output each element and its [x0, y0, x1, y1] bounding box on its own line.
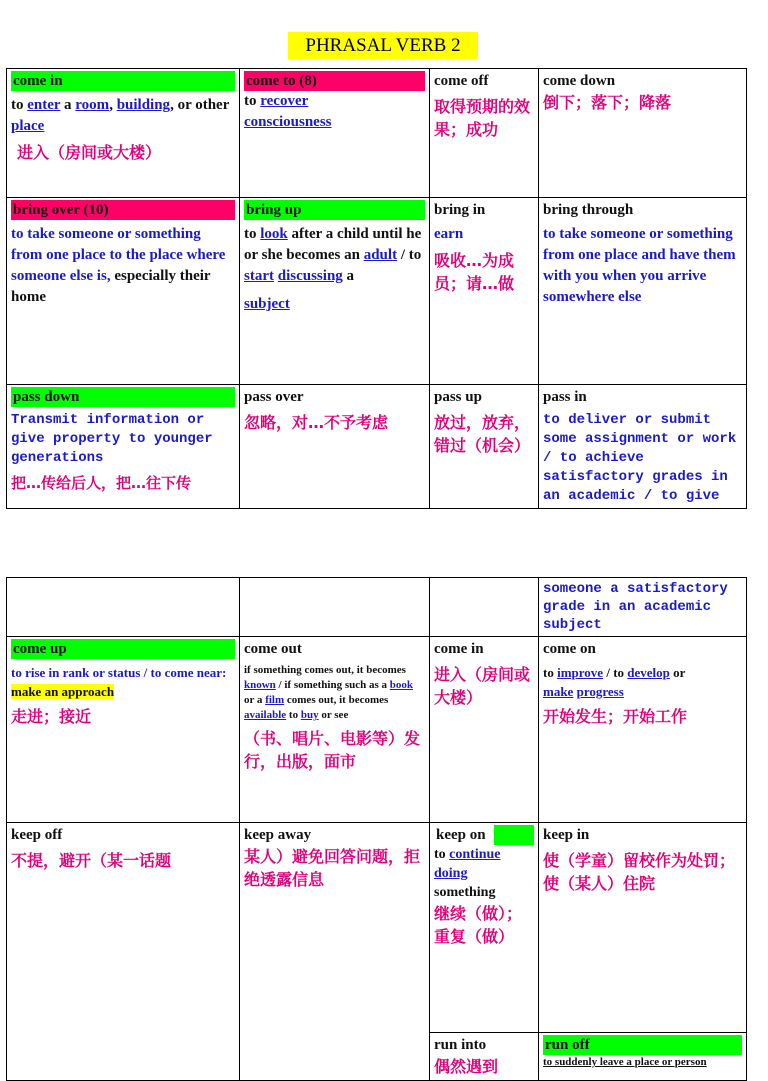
verb-heading: keep away [244, 827, 312, 843]
verb-heading: bring in [434, 202, 486, 218]
cell-come-in [7, 69, 240, 198]
chinese-meaning: 不提，避开（某一话题 [11, 851, 172, 870]
definition: to take someone or something from one place to the place where someone else is, especially their home [11, 226, 226, 305]
chinese-meaning: 进入（房间或大楼） [17, 143, 162, 162]
definition: earn [434, 226, 464, 242]
cell-come-out [240, 637, 430, 823]
link-improve[interactable]: improve [557, 665, 604, 680]
cell-come-up [7, 637, 240, 823]
cell-keep-away [240, 823, 430, 1081]
link-recover[interactable]: recover [260, 93, 309, 109]
definition: to continue doing something [434, 847, 501, 900]
verb-heading: come out [244, 641, 302, 657]
verb-heading: pass up [434, 389, 482, 405]
link-continue[interactable]: continue [449, 847, 501, 862]
link-enter[interactable]: enter [27, 97, 61, 113]
link-consciousness[interactable]: consciousness [244, 114, 332, 130]
cell-pass-in [539, 385, 747, 509]
chinese-meaning: 偶然遇到 [434, 1057, 499, 1076]
verb-heading: bring over (10) [11, 200, 235, 220]
link-develop[interactable]: develop [627, 665, 670, 680]
highlight: make an approach [11, 684, 115, 699]
chinese-meaning: 使（学童）留校作为处罚；使（某人）住院 [543, 851, 736, 893]
verb-heading: pass over [244, 389, 304, 405]
cell-keep-off [7, 823, 240, 1081]
cell-pass-up [430, 385, 539, 509]
verb-heading: come down [543, 73, 616, 89]
chinese-meaning: 倒下；落下；降落 [543, 93, 672, 112]
cell-empty-3 [430, 578, 539, 637]
chinese-meaning: （书、唱片、电影等）发行，出版，面市 [244, 729, 421, 771]
verb-heading: keep in [543, 827, 590, 843]
link-make[interactable]: make [543, 684, 574, 699]
chinese-meaning: 进入（房间或大楼） [434, 665, 531, 707]
chinese-meaning: 某人）避免回答问题，拒绝透露信息 [244, 847, 421, 889]
cell-run-off [539, 1033, 747, 1081]
cell-come-on [539, 637, 747, 823]
phrasal-verb-table-1 [6, 68, 747, 509]
definition: to enter a room, building, or other place [11, 97, 230, 134]
link-known[interactable]: known [244, 679, 276, 691]
definition: if something comes out, it becomes known / if something such as a book or a film comes out, it becomes available to buy or see [244, 664, 414, 721]
verb-heading: run into [434, 1037, 487, 1053]
cell-pass-in-continued [539, 578, 747, 637]
cell-bring-through [539, 198, 747, 385]
verb-heading: bring up [244, 200, 425, 220]
cell-run-into [430, 1033, 539, 1081]
cell-bring-in [430, 198, 539, 385]
definition: to suddenly leave a place or person [543, 1056, 707, 1068]
verb-heading: come on [543, 641, 596, 657]
cell-keep-on [430, 823, 539, 1033]
definition: Transmit information or give property to younger generations [11, 412, 213, 466]
link-start[interactable]: start [244, 268, 274, 284]
cell-keep-in [539, 823, 747, 1033]
link-film[interactable]: film [265, 694, 285, 706]
chinese-meaning: 开始发生；开始工作 [543, 707, 688, 726]
link-subject[interactable]: subject [244, 296, 290, 312]
cell-bring-up [240, 198, 430, 385]
verb-heading: run off [543, 1035, 742, 1055]
definition-continued: someone a satisfactory grade in an academic subject [543, 581, 728, 633]
verb-heading: come to (8) [244, 71, 425, 91]
definition: to recover consciousness [244, 93, 332, 130]
verb-heading: pass down [11, 387, 235, 407]
cell-come-down [539, 69, 747, 198]
link-doing[interactable]: doing [434, 866, 468, 881]
link-progress[interactable]: progress [576, 684, 624, 699]
link-place[interactable]: place [11, 118, 45, 134]
link-look[interactable]: look [260, 226, 288, 242]
verb-heading: bring through [543, 202, 634, 218]
page-title: PHRASAL VERB 2 [288, 32, 478, 59]
link-available[interactable]: available [244, 709, 287, 721]
chinese-meaning: 把…传给后人，把…往下传 [11, 474, 192, 492]
chinese-meaning: 放过，放弃，错过（机会） [434, 413, 531, 455]
cell-empty-2 [240, 578, 430, 637]
chinese-meaning: 取得预期的效果；成功 [434, 97, 531, 139]
link-room[interactable]: room [75, 97, 110, 113]
link-discussing[interactable]: discussing [277, 268, 343, 284]
chinese-meaning: 吸收…为成员；请…做 [434, 251, 515, 293]
definition: to improve / to develop or make progress [543, 665, 686, 699]
verb-heading: come in [434, 641, 484, 657]
definition: to rise in rank or status / to come near: make an approach [11, 665, 227, 699]
link-adult[interactable]: adult [363, 247, 398, 263]
definition: to deliver or submit some assignment or work / to achieve satisfactory grades in an academic / to give [543, 412, 737, 504]
chinese-meaning: 走进；接近 [11, 707, 92, 726]
definition: to take someone or something from one place and have them with you when you arrive somewhere else [543, 226, 736, 305]
cell-come-in-2 [430, 637, 539, 823]
verb-heading: come up [11, 639, 235, 659]
chinese-meaning: 忽略，对…不予考虑 [244, 413, 389, 432]
verb-heading: come off [434, 73, 489, 89]
cell-pass-down [7, 385, 240, 509]
link-book[interactable]: book [389, 679, 414, 691]
link-buy[interactable]: buy [300, 709, 319, 721]
phrasal-verb-table-2 [6, 577, 747, 1081]
cell-bring-over [7, 198, 240, 385]
verb-heading: keep on [434, 825, 534, 845]
verb-heading: come in [11, 71, 235, 91]
cell-come-off [430, 69, 539, 198]
link-building[interactable]: building [116, 97, 171, 113]
cell-pass-over [240, 385, 430, 509]
chinese-meaning: 继续（做）；重复（做） [434, 904, 523, 946]
verb-heading: pass in [543, 389, 587, 405]
cell-empty-1 [7, 578, 240, 637]
cell-come-to [240, 69, 430, 198]
verb-heading: keep off [11, 827, 63, 843]
definition: to look after a child until he or she becomes an adult / to start discussing a subject [244, 226, 422, 312]
